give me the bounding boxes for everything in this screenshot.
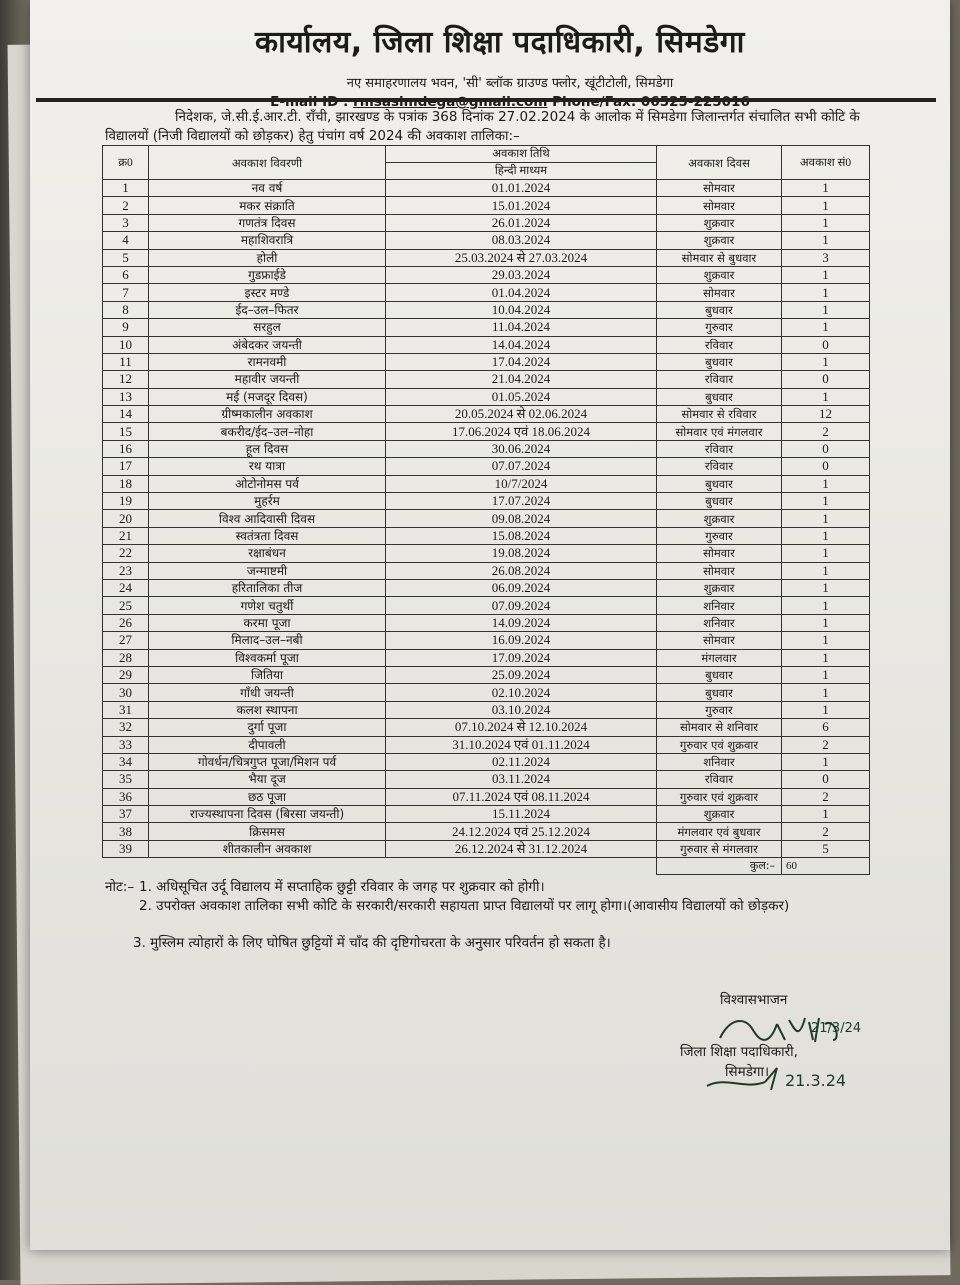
- row-sn: 31: [103, 701, 149, 718]
- row-count: 1: [782, 319, 870, 336]
- row-count: 1: [782, 632, 870, 649]
- row-day: गुरुवार एवं शुक्रवार: [657, 788, 782, 805]
- row-sn: 13: [103, 388, 149, 405]
- row-date: 07.11.2024 एवं 08.11.2024: [386, 788, 657, 805]
- office-address: नए समाहरणालय भवन, 'सी' ब्लॉक ग्राउण्ड फ्लोर, खूंटीटोली, सिमडेगा: [346, 76, 674, 91]
- row-sn: 39: [103, 840, 149, 857]
- row-day: सोमवार: [657, 197, 782, 214]
- col-header-name: अवकाश विवरणी: [149, 146, 386, 180]
- table-row: [103, 788, 870, 805]
- row-date: 08.03.2024: [386, 232, 657, 249]
- row-name: विश्वकर्मा पूजा: [149, 649, 386, 666]
- table-row: [103, 806, 870, 823]
- row-date: 01.04.2024: [386, 284, 657, 301]
- row-date: 25.03.2024 से 27.03.2024: [386, 249, 657, 266]
- row-day: गुरुवार से मंगलवार: [657, 840, 782, 857]
- row-sn: 9: [103, 319, 149, 336]
- row-count: 1: [782, 527, 870, 544]
- row-name: दीपावली: [149, 736, 386, 753]
- row-count: 1: [782, 214, 870, 231]
- row-day: बुधवार: [657, 388, 782, 405]
- table-row: [103, 579, 870, 596]
- row-count: 0: [782, 371, 870, 388]
- row-date: 16.09.2024: [386, 632, 657, 649]
- table-row: [103, 197, 870, 214]
- col-header-count: अवकाश सं0: [782, 146, 870, 180]
- row-count: 1: [782, 284, 870, 301]
- row-name: गाँधी जयन्ती: [149, 684, 386, 701]
- row-name: भैया दूज: [149, 771, 386, 788]
- row-name: बकरीद/ईद–उल–नोहा: [149, 423, 386, 440]
- row-date: 19.08.2024: [386, 545, 657, 562]
- table-row: [103, 266, 870, 283]
- table-row: [103, 284, 870, 301]
- row-count: 2: [782, 823, 870, 840]
- row-sn: 29: [103, 666, 149, 683]
- table-total-row: [103, 858, 870, 875]
- row-name: विश्व आदिवासी दिवस: [149, 510, 386, 527]
- row-count: 1: [782, 545, 870, 562]
- row-day: शुक्रवार: [657, 579, 782, 596]
- document-page: [30, 0, 950, 1250]
- row-name: रथ यात्रा: [149, 458, 386, 475]
- row-count: 2: [782, 736, 870, 753]
- row-sn: 22: [103, 545, 149, 562]
- row-day: शुक्रवार: [657, 806, 782, 823]
- table-row: [103, 753, 870, 770]
- row-count: 0: [782, 440, 870, 457]
- handwritten-date-1: 21/3/24: [811, 1021, 862, 1036]
- row-count: 1: [782, 579, 870, 596]
- table-row: [103, 232, 870, 249]
- row-count: 1: [782, 806, 870, 823]
- row-date: 10/7/2024: [386, 475, 657, 492]
- row-name: ग्रीष्मकालीन अवकाश: [149, 406, 386, 423]
- table-row: [103, 180, 870, 197]
- row-sn: 23: [103, 562, 149, 579]
- row-name: होली: [149, 249, 386, 266]
- row-count: 1: [782, 301, 870, 318]
- intro-paragraph: निदेशक, जे.सी.ई.आर.टी. राँची, झारखण्ड के पत्रांक 368 दिनांक 27.02.2024 के आलोक में सिमडेगा जिलान्तर्गत संचालित सभी कोटि के विद्यालयों (निजी विद्यालयों को छोड़कर) हेतु पंचांग वर्ष 2024 की अवकाश तालिका:–: [105, 109, 860, 144]
- table-row: [103, 510, 870, 527]
- table-row: [103, 840, 870, 857]
- row-count: 1: [782, 666, 870, 683]
- row-date: 15.01.2024: [386, 197, 657, 214]
- row-sn: 21: [103, 527, 149, 544]
- row-date: 17.07.2024: [386, 493, 657, 510]
- note-item: 1. अधिसूचित उर्दू विद्यालय में सप्ताहिक छुट्टी रविवार के जगह पर शुक्रवार को होगी।: [139, 879, 545, 895]
- row-date: 15.08.2024: [386, 527, 657, 544]
- row-name: दुर्गा पूजा: [149, 719, 386, 736]
- row-count: 1: [782, 753, 870, 770]
- row-sn: 35: [103, 771, 149, 788]
- row-count: 1: [782, 510, 870, 527]
- row-count: 0: [782, 771, 870, 788]
- row-sn: 20: [103, 510, 149, 527]
- row-count: 1: [782, 388, 870, 405]
- row-sn: 16: [103, 440, 149, 457]
- table-row: [103, 649, 870, 666]
- row-count: 1: [782, 649, 870, 666]
- row-count: 1: [782, 614, 870, 631]
- row-date: 26.01.2024: [386, 214, 657, 231]
- email-label: E-mail ID :: [270, 94, 349, 110]
- row-count: 6: [782, 719, 870, 736]
- row-name: हूल दिवस: [149, 440, 386, 457]
- table-row: [103, 719, 870, 736]
- row-date: 07.09.2024: [386, 597, 657, 614]
- row-count: 1: [782, 353, 870, 370]
- row-date: 31.10.2024 एवं 01.11.2024: [386, 736, 657, 753]
- row-sn: 26: [103, 614, 149, 631]
- table-row: [103, 597, 870, 614]
- row-day: गुरुवार एवं शुक्रवार: [657, 736, 782, 753]
- place-text: सिमडेगा।: [725, 1064, 770, 1080]
- row-name: छठ पूजा: [149, 788, 386, 805]
- row-sn: 11: [103, 353, 149, 370]
- row-date: 02.10.2024: [386, 684, 657, 701]
- row-count: 1: [782, 684, 870, 701]
- row-name: गणेश चतुर्थी: [149, 597, 386, 614]
- row-count: 1: [782, 562, 870, 579]
- row-count: 5: [782, 840, 870, 857]
- row-sn: 33: [103, 736, 149, 753]
- row-sn: 34: [103, 753, 149, 770]
- row-day: सोमवार: [657, 545, 782, 562]
- row-date: 10.04.2024: [386, 301, 657, 318]
- table-row: [103, 684, 870, 701]
- row-date: 11.04.2024: [386, 319, 657, 336]
- row-name: महावीर जयन्ती: [149, 371, 386, 388]
- row-sn: 2: [103, 197, 149, 214]
- row-name: महाशिवरात्रि: [149, 232, 386, 249]
- row-date: 03.10.2024: [386, 701, 657, 718]
- row-name: सरहुल: [149, 319, 386, 336]
- row-day: शनिवार: [657, 597, 782, 614]
- row-day: शुक्रवार: [657, 232, 782, 249]
- holiday-table: [102, 145, 870, 875]
- row-name: हरितालिका तीज: [149, 579, 386, 596]
- row-name: करमा पूजा: [149, 614, 386, 631]
- header-divider: [36, 98, 936, 102]
- table-row: [103, 336, 870, 353]
- table-row: [103, 388, 870, 405]
- row-day: शुक्रवार: [657, 510, 782, 527]
- handwritten-signature: [705, 1060, 885, 1096]
- row-date: 01.01.2024: [386, 180, 657, 197]
- row-sn: 32: [103, 719, 149, 736]
- row-count: 1: [782, 197, 870, 214]
- row-day: रविवार: [657, 458, 782, 475]
- row-count: 2: [782, 788, 870, 805]
- table-row: [103, 475, 870, 492]
- row-count: 1: [782, 266, 870, 283]
- note-item: 2. उपरोक्त अवकाश तालिका सभी कोटि के सरकारी/सरकारी सहायता प्राप्त विद्यालयों पर लागू होगा।(आवासीय विद्यालयों को छोड़कर): [139, 898, 790, 914]
- row-name: नव वर्ष: [149, 180, 386, 197]
- row-sn: 36: [103, 788, 149, 805]
- row-day: रविवार: [657, 371, 782, 388]
- note-item: 3. मुस्लिम त्योहारों के लिए घोषित छुट्टियों में चाँद की दृष्टिगोचरता के अनुसार परिवर्तन हो सकता है।: [133, 935, 611, 951]
- row-date: 26.12.2024 से 31.12.2024: [386, 840, 657, 857]
- row-sn: 10: [103, 336, 149, 353]
- row-day: मंगलवार: [657, 649, 782, 666]
- table-row: [103, 353, 870, 370]
- row-name: मुहर्रम: [149, 493, 386, 510]
- row-count: 0: [782, 458, 870, 475]
- table-row: [103, 371, 870, 388]
- row-day: सोमवार: [657, 284, 782, 301]
- office-title: कार्यालय, जिला शिक्षा पदाधिकारी, सिमडेगा: [255, 25, 745, 60]
- row-day: गुरुवार: [657, 701, 782, 718]
- row-date: 30.06.2024: [386, 440, 657, 457]
- row-name: मिलाद–उल–नबी: [149, 632, 386, 649]
- row-count: 1: [782, 475, 870, 492]
- row-date: 21.04.2024: [386, 371, 657, 388]
- row-sn: 27: [103, 632, 149, 649]
- row-sn: 8: [103, 301, 149, 318]
- row-day: सोमवार से रविवार: [657, 406, 782, 423]
- row-sn: 12: [103, 371, 149, 388]
- row-count: 1: [782, 493, 870, 510]
- row-count: 2: [782, 423, 870, 440]
- row-date: 25.09.2024: [386, 666, 657, 683]
- row-count: 0: [782, 336, 870, 353]
- row-name: गणतंत्र दिवस: [149, 214, 386, 231]
- row-name: ओटोनोमस पर्व: [149, 475, 386, 492]
- table-row: [103, 423, 870, 440]
- row-count: 1: [782, 597, 870, 614]
- row-day: रविवार: [657, 771, 782, 788]
- row-day: बुधवार: [657, 493, 782, 510]
- row-date: 17.04.2024: [386, 353, 657, 370]
- table-row: [103, 319, 870, 336]
- row-day: बुधवार: [657, 301, 782, 318]
- row-sn: 24: [103, 579, 149, 596]
- col-header-day: अवकाश दिवस: [657, 146, 782, 180]
- row-sn: 30: [103, 684, 149, 701]
- row-sn: 6: [103, 266, 149, 283]
- table-row: [103, 214, 870, 231]
- row-date: 20.05.2024 से 02.06.2024: [386, 406, 657, 423]
- table-row: [103, 301, 870, 318]
- row-sn: 4: [103, 232, 149, 249]
- row-sn: 18: [103, 475, 149, 492]
- row-day: बुधवार: [657, 666, 782, 683]
- row-date: 24.12.2024 एवं 25.12.2024: [386, 823, 657, 840]
- row-day: सोमवार: [657, 632, 782, 649]
- row-day: सोमवार से शनिवार: [657, 719, 782, 736]
- row-sn: 28: [103, 649, 149, 666]
- table-header-row: [103, 146, 870, 163]
- row-day: सोमवार: [657, 180, 782, 197]
- table-row: [103, 632, 870, 649]
- row-day: सोमवार: [657, 562, 782, 579]
- row-sn: 3: [103, 214, 149, 231]
- row-date: 17.09.2024: [386, 649, 657, 666]
- row-day: सोमवार से बुधवार: [657, 249, 782, 266]
- row-count: 1: [782, 701, 870, 718]
- row-name: मई (मजदूर दिवस): [149, 388, 386, 405]
- row-sn: 1: [103, 180, 149, 197]
- row-day: शनिवार: [657, 614, 782, 631]
- row-sn: 19: [103, 493, 149, 510]
- table-row: [103, 545, 870, 562]
- row-count: 1: [782, 232, 870, 249]
- row-name: ईद–उल–फितर: [149, 301, 386, 318]
- col-header-date: अवकाश तिथि: [386, 146, 657, 163]
- row-date: 03.11.2024: [386, 771, 657, 788]
- row-day: बुधवार: [657, 684, 782, 701]
- handwritten-initials: [715, 1010, 865, 1050]
- row-day: बुधवार: [657, 475, 782, 492]
- row-count: 3: [782, 249, 870, 266]
- row-date: 17.06.2024 एवं 18.06.2024: [386, 423, 657, 440]
- row-name: जन्माष्टमी: [149, 562, 386, 579]
- designation-text: जिला शिक्षा पदाधिकारी,: [680, 1044, 798, 1060]
- table-row: [103, 666, 870, 683]
- row-sn: 17: [103, 458, 149, 475]
- row-name: इस्टर मण्डे: [149, 284, 386, 301]
- row-sn: 25: [103, 597, 149, 614]
- row-name: क्रिसमस: [149, 823, 386, 840]
- table-row: [103, 736, 870, 753]
- row-name: मकर संक्राति: [149, 197, 386, 214]
- row-date: 06.09.2024: [386, 579, 657, 596]
- table-row: [103, 440, 870, 457]
- table-row: [103, 493, 870, 510]
- row-sn: 7: [103, 284, 149, 301]
- row-name: गोवर्धन/चित्रगुप्त पूजा/मिशन पर्व: [149, 753, 386, 770]
- email-link[interactable]: rmsasimdega@gmail.com: [353, 94, 548, 110]
- row-date: 14.04.2024: [386, 336, 657, 353]
- table-row: [103, 458, 870, 475]
- col-header-medium: हिन्दी माध्यम: [386, 163, 657, 180]
- handwritten-date-2: 21.3.24: [785, 1071, 847, 1090]
- row-name: रामनवमी: [149, 353, 386, 370]
- row-date: 01.05.2024: [386, 388, 657, 405]
- row-date: 09.08.2024: [386, 510, 657, 527]
- table-row: [103, 527, 870, 544]
- table-row: [103, 701, 870, 718]
- table-row: [103, 823, 870, 840]
- row-name: स्वतंत्रता दिवस: [149, 527, 386, 544]
- row-day: बुधवार: [657, 353, 782, 370]
- row-day: मंगलवार एवं बुधवार: [657, 823, 782, 840]
- row-date: 07.07.2024: [386, 458, 657, 475]
- row-day: सोमवार एवं मंगलवार: [657, 423, 782, 440]
- row-date: 26.08.2024: [386, 562, 657, 579]
- row-day: शनिवार: [657, 753, 782, 770]
- row-sn: 37: [103, 806, 149, 823]
- total-value: 60: [782, 858, 870, 875]
- row-date: 14.09.2024: [386, 614, 657, 631]
- closing-text: विश्वासभाजन: [720, 992, 788, 1008]
- row-name: गुडफ्राईडे: [149, 266, 386, 283]
- col-header-sn: क्र0: [103, 146, 149, 180]
- table-row: [103, 614, 870, 631]
- row-name: राज्यस्थापना दिवस (बिरसा जयन्ती): [149, 806, 386, 823]
- row-name: जितिया: [149, 666, 386, 683]
- row-date: 29.03.2024: [386, 266, 657, 283]
- row-day: गुरुवार: [657, 319, 782, 336]
- row-name: शीतकालीन अवकाश: [149, 840, 386, 857]
- row-date: 02.11.2024: [386, 753, 657, 770]
- row-day: रविवार: [657, 336, 782, 353]
- row-date: 15.11.2024: [386, 806, 657, 823]
- row-count: 1: [782, 180, 870, 197]
- row-name: कलश स्थापना: [149, 701, 386, 718]
- row-day: रविवार: [657, 440, 782, 457]
- row-sn: 14: [103, 406, 149, 423]
- row-name: रक्षाबंधन: [149, 545, 386, 562]
- row-sn: 15: [103, 423, 149, 440]
- row-sn: 5: [103, 249, 149, 266]
- row-day: गुरुवार: [657, 527, 782, 544]
- table-row: [103, 562, 870, 579]
- table-body: [103, 180, 870, 858]
- row-count: 12: [782, 406, 870, 423]
- row-name: अंबेदकर जयन्ती: [149, 336, 386, 353]
- row-day: शुक्रवार: [657, 266, 782, 283]
- total-label: कुल:–: [657, 858, 782, 875]
- notes-label: नोट:–: [105, 879, 135, 895]
- row-sn: 38: [103, 823, 149, 840]
- letterhead: [30, 20, 950, 110]
- table-row: [103, 249, 870, 266]
- row-date: 07.10.2024 से 12.10.2024: [386, 719, 657, 736]
- total-spacer: [103, 858, 657, 875]
- row-day: शुक्रवार: [657, 214, 782, 231]
- table-row: [103, 406, 870, 423]
- phone-fax: Phone/Fax: 06525-225016: [552, 94, 750, 110]
- table-row: [103, 771, 870, 788]
